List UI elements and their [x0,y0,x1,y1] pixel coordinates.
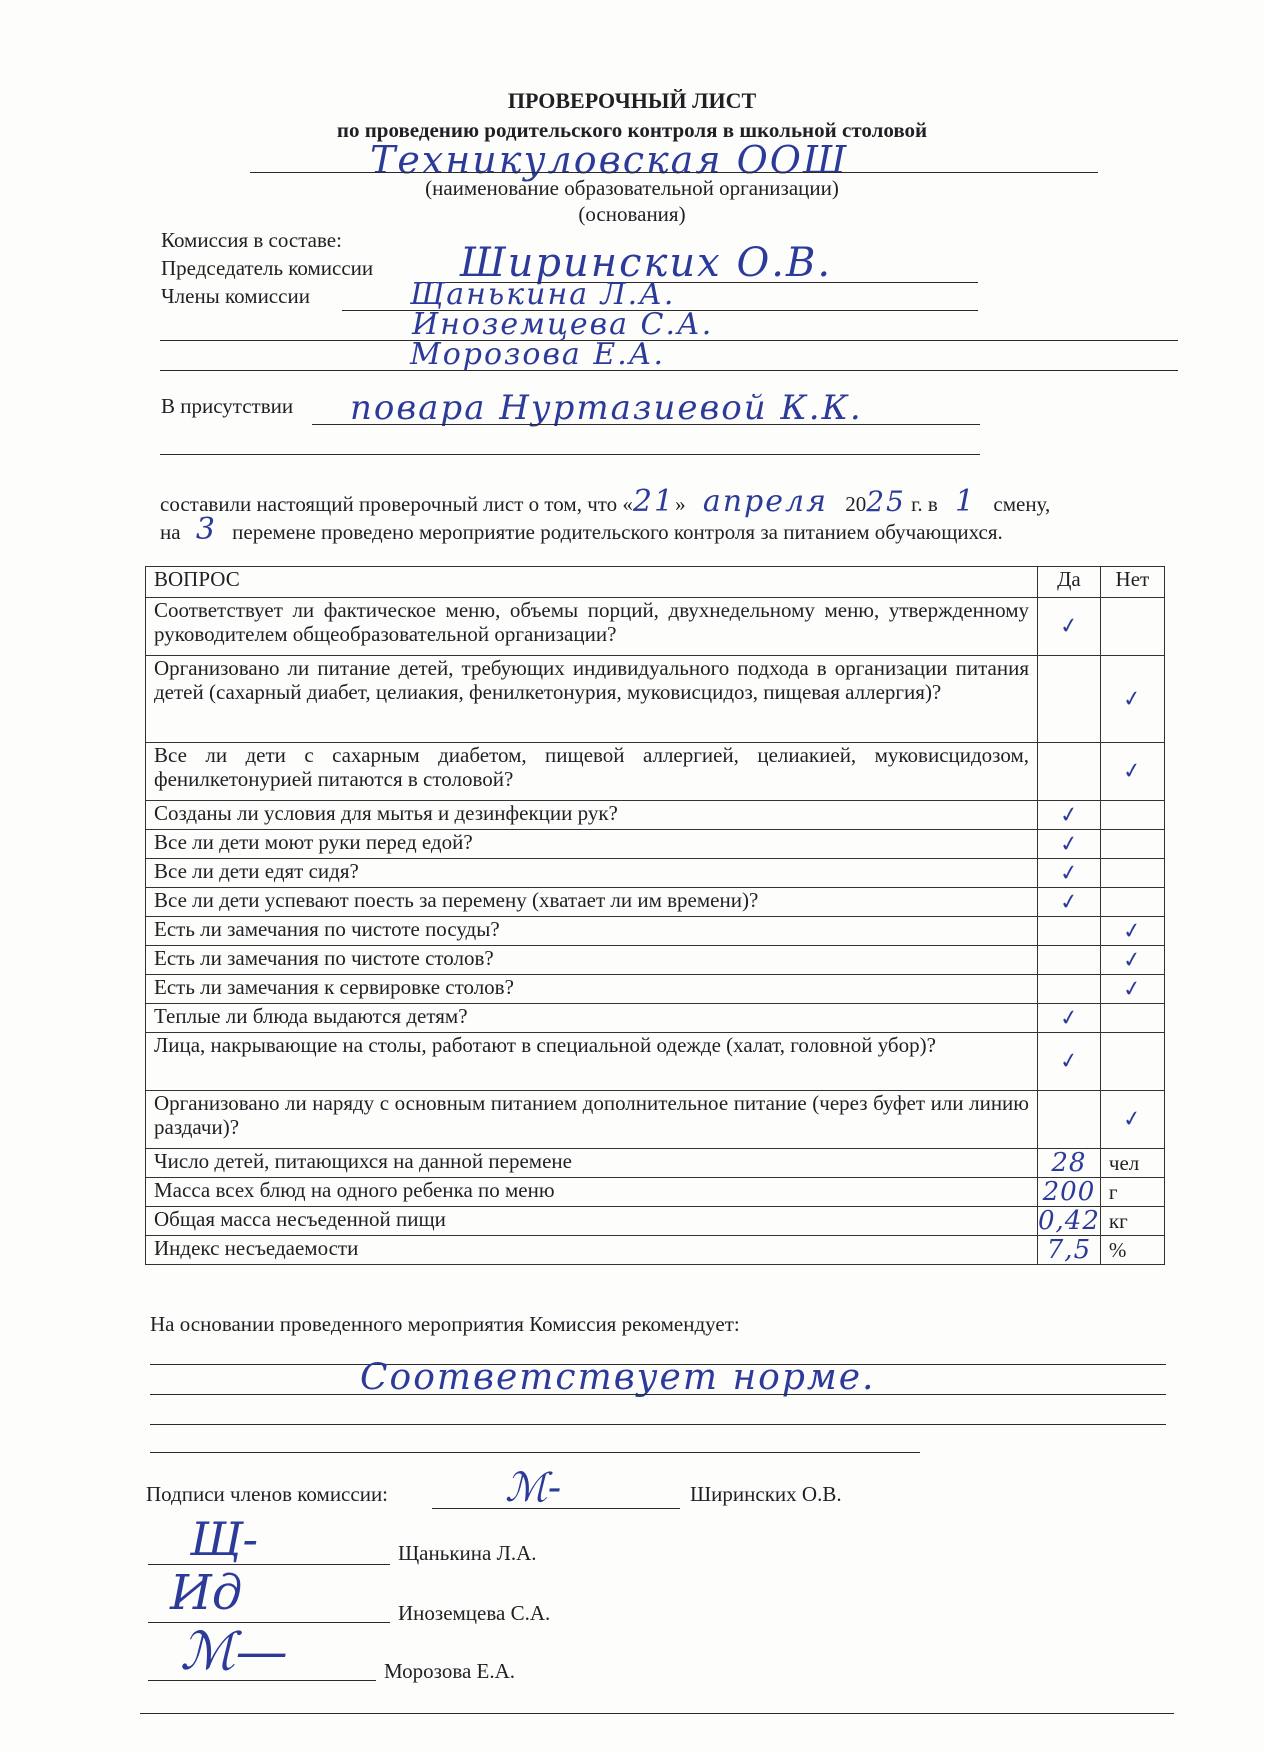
measure-label: Число детей, питающихся на данной перемене [146,1149,1038,1178]
check-mark-icon: ✓ [1057,1004,1080,1032]
measure-unit: г [1100,1178,1164,1207]
signature-4: ℳ— [180,1622,288,1682]
table-row [146,859,1165,888]
measure-label: Индекс несъедаемости [146,1236,1038,1265]
question-cell: Все ли дети едят сидя? [146,859,1038,888]
members-label: Члены комиссии [161,284,310,308]
measure-unit: % [1100,1236,1164,1265]
statement-shift: 1 [955,484,977,519]
table-header-row [146,567,1165,598]
recommendation-line-2 [150,1394,1166,1395]
statement-text-2: » [675,492,686,516]
measure-label: Масса всех блюд на одного ребенка по меню [146,1178,1038,1207]
chair-label: Председатель комиссии [161,256,374,280]
question-cell: Есть ли замечания по чистоте столов? [146,946,1038,975]
measure-value: 0,42 [1038,1205,1100,1236]
signature-name-2: Щанькина Л.А. [398,1541,537,1565]
question-cell: Организовано ли наряду с основным питанием дополнительное питание (через буфет или линию раздачи)? [146,1091,1038,1149]
question-cell: Есть ли замечания по чистоте посуды? [146,917,1038,946]
member-2-value: Иноземцева С.А. [412,307,714,342]
statement-year-prefix: 20 [845,492,867,516]
question-cell: Теплые ли блюда выдаются детям? [146,1004,1038,1033]
check-mark-icon: ✓ [1057,830,1080,858]
presence-label: В присутствии [161,394,294,418]
statement-year-suffix: 25 [866,485,906,518]
recommendation-line-3 [150,1424,1166,1425]
commission-label: Комиссия в составе: [161,228,342,252]
signatures-label: Подписи членов комиссии: [146,1482,389,1506]
checklist-table [145,566,1165,1265]
recommendation-label: На основании проведенного мероприятия Комиссия рекомендует: [150,1312,740,1336]
signature-name-4: Морозова Е.А. [384,1659,516,1683]
measure-row [146,1207,1165,1236]
check-mark-icon: ✓ [1121,946,1144,974]
signature-name-1: Ширинских О.В. [690,1482,842,1506]
measure-value: 200 [1042,1176,1096,1207]
signature-1: ℳ‑ [505,1465,562,1511]
check-mark-icon: ✓ [1057,1047,1080,1076]
check-mark-icon: ✓ [1121,975,1144,1003]
presence-line-2 [160,454,980,455]
statement-day: 21 [632,484,676,519]
measure-row [146,1178,1165,1207]
measure-row [146,1149,1165,1178]
table-row [146,801,1165,830]
question-cell: Созданы ли условия для мытья и дезинфекции рук? [146,801,1038,830]
question-cell: Все ли дети успевают поесть за перемену (хватает ли им времени)? [146,888,1038,917]
header-no: Нет [1100,567,1164,598]
statement-text-4: смену, [993,492,1051,516]
signature-3: Ид [170,1565,243,1621]
statement-text-3: г. в [911,492,938,516]
table-row [146,975,1165,1004]
statement-text-1: составили настоящий проверочный лист о том, что « [160,492,633,516]
check-mark-icon: ✓ [1057,859,1080,887]
member-1-value: Щанькина Л.А. [410,277,676,312]
measure-label: Общая масса несъеденной пищи [146,1207,1038,1236]
measure-unit: кг [1100,1207,1164,1236]
check-mark-icon: ✓ [1121,1105,1144,1134]
signature-name-3: Иноземцева С.А. [398,1601,551,1625]
question-cell: Организовано ли питание детей, требующих индивидуального подхода в организации питания детей (сахарный диабет, целиакия, фенилкетонурия, муковисцидоз, пищевая аллергия)? [146,656,1038,743]
signature-2: Щ‑ [190,1512,259,1566]
check-mark-icon: ✓ [1121,757,1144,786]
document-subtitle: по проведению родительского контроля в школьной столовой [336,118,928,142]
organization-caption: (наименование образовательной организации) [425,176,839,200]
table-row [146,888,1165,917]
header-yes: Да [1038,567,1101,598]
check-mark-icon: ✓ [1121,917,1144,945]
question-cell: Лица, накрывающие на столы, работают в специальной одежде (халат, головной убор)? [146,1033,1038,1091]
statement-month: апреля [702,484,828,519]
question-cell: Все ли дети с сахарным диабетом, пищевой аллергией, целиакией, муковисцидозом, фенилкетонурией питаются в столовой? [146,743,1038,801]
measure-value: 28 [1051,1147,1087,1178]
check-mark-icon: ✓ [1121,685,1144,713]
table-row [146,917,1165,946]
check-mark-icon: ✓ [1057,801,1080,829]
bottom-rule [140,1713,1174,1714]
table-row [146,830,1165,859]
measure-value: 7,5 [1046,1234,1092,1265]
member-3-value: Морозова Е.А. [410,337,666,372]
chair-value: Ширинских О.В. [460,240,833,286]
measure-row [146,1236,1165,1265]
table-row [146,598,1165,656]
measure-unit: чел [1100,1149,1164,1178]
member-3-line [160,370,1178,371]
check-mark-icon: ✓ [1057,888,1080,916]
member-2-line [160,340,1178,341]
statement-line-2 [160,512,1003,547]
recommendation-line-4 [150,1452,920,1453]
organization-name-line [250,172,1098,173]
basis-caption: (основания) [578,202,686,226]
organization-name-handwritten: Техникуловская ООШ [370,138,849,182]
table-row [146,1033,1165,1091]
table-row [146,743,1165,801]
table-row [146,1004,1165,1033]
presence-value: повара Нуртазиевой К.К. [350,388,863,428]
statement-text-6: перемене проведено мероприятие родительского контроля за питанием обучающихся. [232,520,1003,544]
statement-break-number: 3 [195,512,217,547]
question-cell: Соответствует ли фактическое меню, объемы порций, двухнедельному меню, утвержденному руководителем общеобразовательной организации? [146,598,1038,656]
check-mark-icon: ✓ [1057,612,1080,641]
table-row [146,656,1165,743]
statement-text-5: на [160,520,181,544]
table-row [146,946,1165,975]
question-cell: Есть ли замечания к сервировке столов? [146,975,1038,1004]
question-cell: Все ли дети моют руки перед едой? [146,830,1038,859]
presence-line [312,424,980,425]
header-question: ВОПРОС [146,567,1038,598]
table-row [146,1091,1165,1149]
recommendation-value: Соответствует норме. [360,1357,876,1398]
document-title: ПРОВЕРОЧНЫЙ ЛИСТ [507,88,757,113]
